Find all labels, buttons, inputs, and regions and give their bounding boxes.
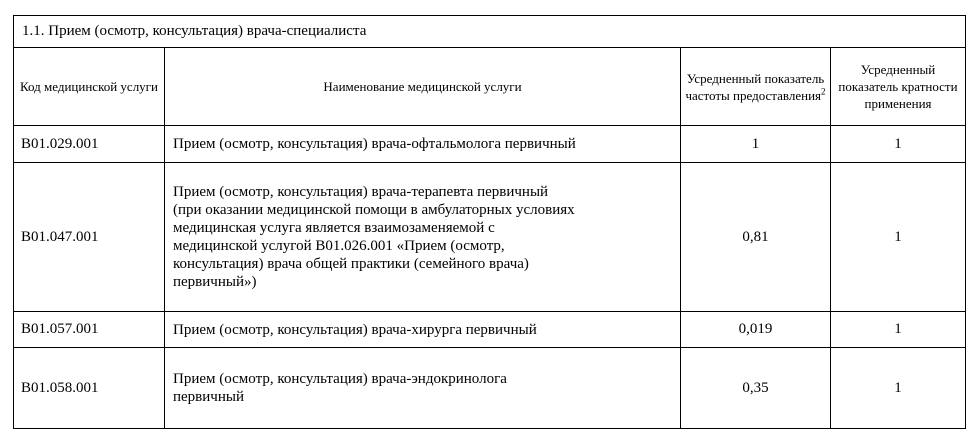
- service-name-line: Прием (осмотр, консультация) врача-терапевта первичный: [173, 184, 549, 200]
- header-code: Код медицинской услуги: [14, 48, 165, 126]
- service-name: [165, 163, 681, 312]
- section-title-row: [14, 16, 966, 48]
- medical-services-table: [13, 15, 966, 429]
- frequency-value: 0,019: [681, 312, 831, 348]
- service-name-line: консультация) врача общей практики (семейного врача): [173, 256, 529, 272]
- service-code: B01.029.001: [14, 126, 165, 163]
- table-row: [14, 163, 966, 312]
- service-name-line: (при оказании медицинской помощи в амбулаторных условиях: [173, 202, 575, 218]
- multiplicity-value: 1: [831, 163, 966, 312]
- header-row: [14, 48, 966, 126]
- service-name: Прием (осмотр, консультация) врача-хирурга первичный: [165, 312, 681, 348]
- frequency-value: 0,35: [681, 348, 831, 429]
- service-name-line: медицинской услугой B01.026.001 «Прием (осмотр,: [173, 238, 505, 254]
- header-frequency: [681, 48, 831, 126]
- service-code: B01.058.001: [14, 348, 165, 429]
- service-name: [165, 348, 681, 429]
- table-row: [14, 126, 966, 163]
- footnote-marker: 2: [821, 86, 826, 97]
- section-title: 1.1. Прием (осмотр, консультация) врача-специалиста: [14, 16, 966, 48]
- service-code: B01.047.001: [14, 163, 165, 312]
- service-name-line: медицинская услуга является взаимозаменяемой с: [173, 220, 495, 236]
- service-code: B01.057.001: [14, 312, 165, 348]
- header-frequency-text: Усредненный показатель частоты предоставления: [685, 70, 825, 103]
- service-name: Прием (осмотр, консультация) врача-офтальмолога первичный: [165, 126, 681, 163]
- table-row: [14, 312, 966, 348]
- frequency-value: 1: [681, 126, 831, 163]
- service-name-line: первичный: [173, 389, 244, 405]
- header-multiplicity: Усредненный показатель кратности применения: [831, 48, 966, 126]
- service-name-line: Прием (осмотр, консультация) врача-эндокринолога: [173, 371, 507, 387]
- frequency-value: 0,81: [681, 163, 831, 312]
- table-row: [14, 348, 966, 429]
- service-name-line: первичный»): [173, 274, 257, 290]
- multiplicity-value: 1: [831, 348, 966, 429]
- multiplicity-value: 1: [831, 312, 966, 348]
- multiplicity-value: 1: [831, 126, 966, 163]
- header-name: Наименование медицинской услуги: [165, 48, 681, 126]
